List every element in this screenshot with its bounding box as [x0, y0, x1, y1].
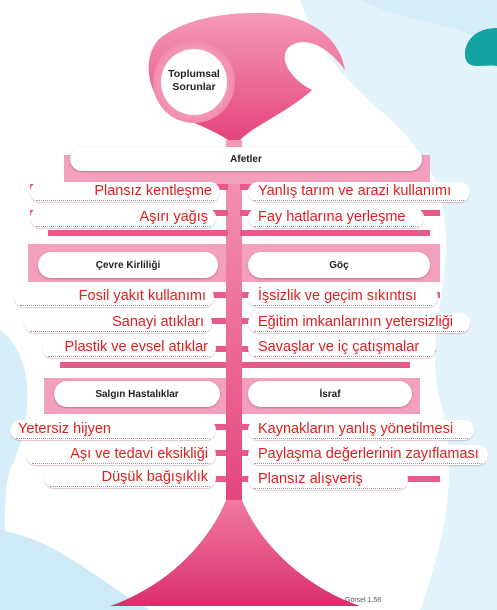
cause-text: Plansız alışveriş — [258, 471, 363, 487]
category-israf: İsraf — [248, 381, 412, 407]
dotted-line — [36, 226, 210, 227]
dotted-line — [32, 463, 210, 464]
cause-goc-1 — [248, 287, 438, 307]
dotted-line — [254, 200, 464, 201]
cause-text: Paylaşma değerlerinin zayıflaması — [258, 446, 479, 462]
cause-israf-1 — [248, 420, 474, 440]
cause-text: Yetersiz hijyen — [18, 421, 111, 437]
cause-goc-3 — [248, 338, 436, 358]
cause-afetler-left-1 — [30, 182, 220, 202]
cause-salgin-3 — [44, 468, 216, 488]
dotted-line — [48, 356, 210, 357]
cause-text: Aşırı yağış — [139, 209, 208, 225]
dotted-line — [30, 331, 206, 332]
cause-text: Yanlış tarım ve arazi kullanımı — [258, 183, 452, 199]
cause-text: Düşük bağışıklık — [101, 469, 208, 485]
cause-text: İşsizlik ve geçim sıkıntısı — [258, 288, 417, 304]
cause-cevre-2 — [24, 313, 212, 333]
dotted-line — [254, 463, 482, 464]
dotted-line — [20, 305, 208, 306]
dotted-line — [254, 356, 430, 357]
cause-israf-3 — [248, 470, 408, 490]
cause-text: Savaşlar ve iç çatışmalar — [258, 339, 420, 355]
dotted-line — [16, 438, 210, 439]
cause-salgin-1 — [10, 420, 216, 440]
cause-afetler-left-2 — [30, 208, 216, 228]
cause-cevre-1 — [14, 287, 214, 307]
category-goc: Göç — [248, 252, 430, 278]
category-cevre-kirliligi: Çevre Kirliliği — [38, 252, 218, 278]
cause-text: Kaynakların yanlış yönetilmesi — [258, 421, 454, 437]
cause-text: Fosil yakıt kullanımı — [78, 288, 206, 304]
cause-afetler-right-2 — [248, 208, 424, 228]
cause-text: Eğitim imkanlarının yetersizliği — [258, 314, 454, 330]
head-title — [152, 68, 236, 94]
cause-afetler-right-1 — [248, 182, 470, 202]
dotted-line — [254, 488, 402, 489]
cause-text: Plansız kentleşme — [94, 183, 212, 199]
head-title-line1: Toplumsal — [168, 68, 220, 80]
cause-cevre-3 — [42, 338, 216, 358]
dotted-line — [36, 200, 214, 201]
cause-text: Fay hatlarına yerleşme — [258, 209, 406, 225]
figure-caption: Görsel 1.58 — [345, 597, 382, 604]
cause-text: Plastik ve evsel atıklar — [64, 339, 208, 355]
category-afetler: Afetler — [70, 147, 422, 171]
cause-goc-2 — [248, 313, 470, 333]
dotted-line — [254, 226, 418, 227]
dotted-line — [50, 486, 210, 487]
cause-text: Aşı ve tedavi eksikliği — [70, 446, 208, 462]
dotted-line — [254, 331, 464, 332]
dotted-line — [254, 305, 432, 306]
category-salgin-hastaliklar: Salgın Hastalıklar — [54, 381, 220, 407]
cause-israf-2 — [248, 445, 488, 465]
head-title-line2: Sorunlar — [172, 81, 216, 93]
cause-salgin-2 — [26, 445, 216, 465]
cause-text: Sanayi atıkları — [112, 314, 204, 330]
dotted-line — [254, 438, 468, 439]
